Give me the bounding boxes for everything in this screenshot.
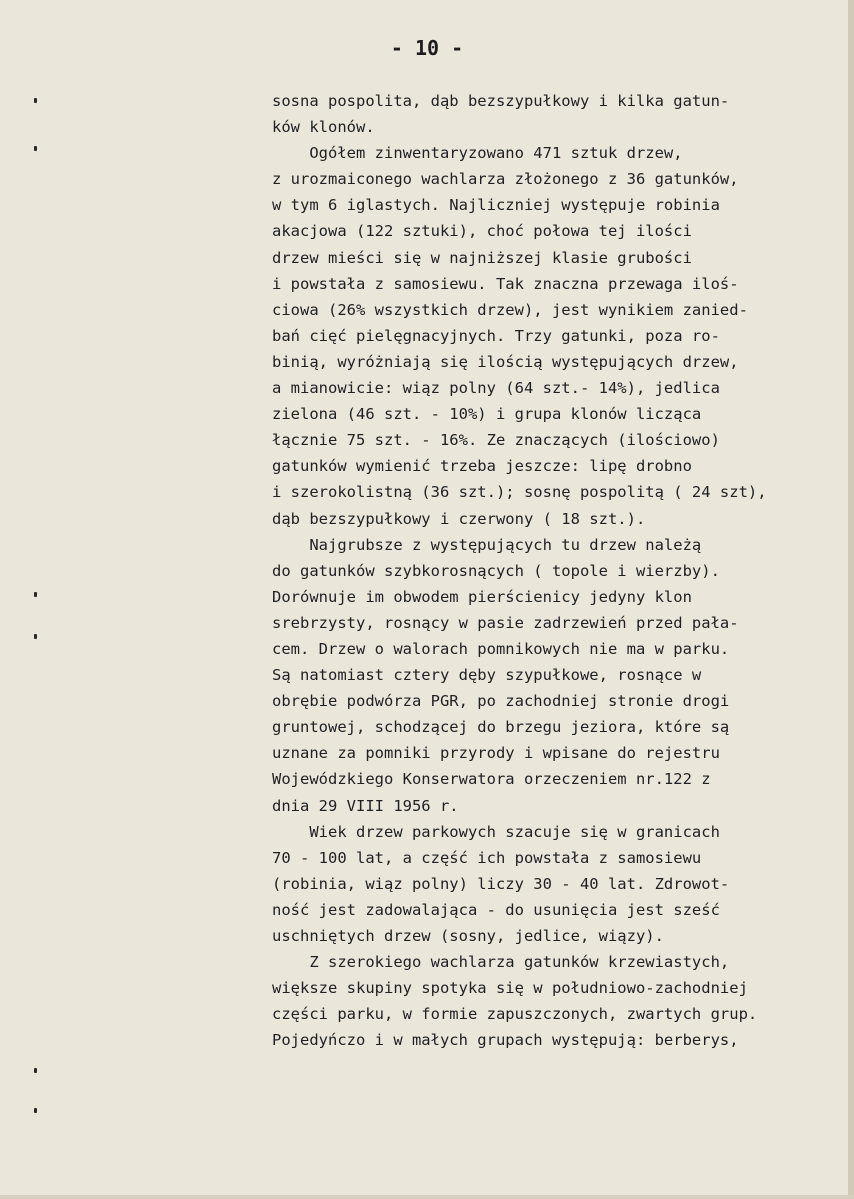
text-line: w tym 6 iglastych. Najliczniej występuje robinia (272, 196, 720, 215)
text-line: gatunków wymienić trzeba jeszcze: lipę drobno (272, 457, 692, 476)
text-line: 70 - 100 lat, a część ich powstała z samosiewu (272, 848, 702, 867)
page-number: - 10 - (390, 36, 464, 60)
text-line: akacjowa (122 sztuki), choć połowa tej ilości (272, 222, 692, 241)
margin-mark (34, 1068, 37, 1073)
page-edge-right (848, 0, 854, 1199)
text-line: ków klonów. (272, 118, 375, 137)
margin-mark (34, 146, 37, 151)
text-line: ność jest zadowalająca - do usunięcia jest sześć (272, 900, 720, 919)
text-line: Najgrubsze z występujących tu drzew należą (272, 535, 702, 554)
text-line: uschniętych drzew (sosny, jedlice, wiązy). (272, 927, 664, 945)
text-line: części parku, w formie zapuszczonych, zwartych grup. (272, 1005, 758, 1024)
body-text (272, 88, 832, 1053)
text-line: Ogółem zinwentaryzowano 471 sztuk drzew, (272, 144, 683, 163)
text-line: łącznie 75 szt. - 16%. Ze znaczących (ilościowo) (272, 431, 720, 450)
margin-mark (34, 592, 37, 597)
margin-mark (34, 1108, 37, 1113)
text-line: bań cięć pielęgnacyjnych. Trzy gatunki, poza ro- (272, 326, 720, 345)
text-line: Z szerokiego wachlarza gatunków krzewiastych, (272, 953, 730, 972)
text-line: uznane za pomniki przyrody i wpisane do rejestru (272, 744, 720, 763)
text-line: obrębie podwórza PGR, po zachodniej stronie drogi (272, 692, 730, 711)
text-line: do gatunków szybkorosnących ( topole i wierzby). (272, 561, 720, 580)
text-line: Wiek drzew parkowych szacuje się w granicach (272, 822, 720, 841)
page-edge-bottom (0, 1195, 854, 1199)
text-line: dnia 29 VIII 1956 r. (272, 796, 459, 815)
text-line: (robinia, wiąz polny) liczy 30 - 40 lat. Zdrowot- (272, 874, 730, 893)
text-line: zielona (46 szt. - 10%) i grupa klonów licząca (272, 405, 702, 424)
margin-mark (34, 98, 37, 103)
text-line: większe skupiny spotyka się w południowo-zachodniej (272, 979, 748, 998)
text-line: Dorównuje im obwodem pierścienicy jedyny klon (272, 587, 692, 606)
text-line: srebrzysty, rosnący w pasie zadrzewień przed pała- (272, 613, 739, 632)
margin-mark (34, 634, 37, 639)
text-line: i powstała z samosiewu. Tak znaczna przewaga iloś- (272, 274, 739, 293)
text-line: sosna pospolita, dąb bezszypułkowy i kilka gatun- (272, 92, 730, 110)
text-line: z urozmaiconego wachlarza złożonego z 36 gatunków, (272, 170, 739, 189)
text-line: Są natomiast cztery dęby szypułkowe, rosnące w (272, 666, 702, 685)
text-line: ciowa (26% wszystkich drzew), jest wynikiem zanied- (272, 300, 748, 319)
text-line: i szerokolistną (36 szt.); sosnę pospolitą ( 24 szt), (272, 483, 767, 502)
text-line: a mianowicie: wiąz polny (64 szt.- 14%), jedlica (272, 379, 720, 398)
text-line: cem. Drzew o walorach pomnikowych nie ma w parku. (272, 639, 730, 658)
text-line: Pojedyńczo i w małych grupach występują: berberys, (272, 1031, 739, 1050)
text-line: gruntowej, schodzącej do brzegu jeziora, które są (272, 718, 730, 737)
text-line: Wojewódzkiego Konserwatora orzeczeniem nr.122 z (272, 770, 711, 789)
text-line: drzew mieści się w najniższej klasie grubości (272, 248, 692, 267)
text-line: dąb bezszypułkowy i czerwony ( 18 szt.). (272, 509, 646, 528)
text-line: binią, wyróżniają się ilością występujących drzew, (272, 352, 739, 371)
